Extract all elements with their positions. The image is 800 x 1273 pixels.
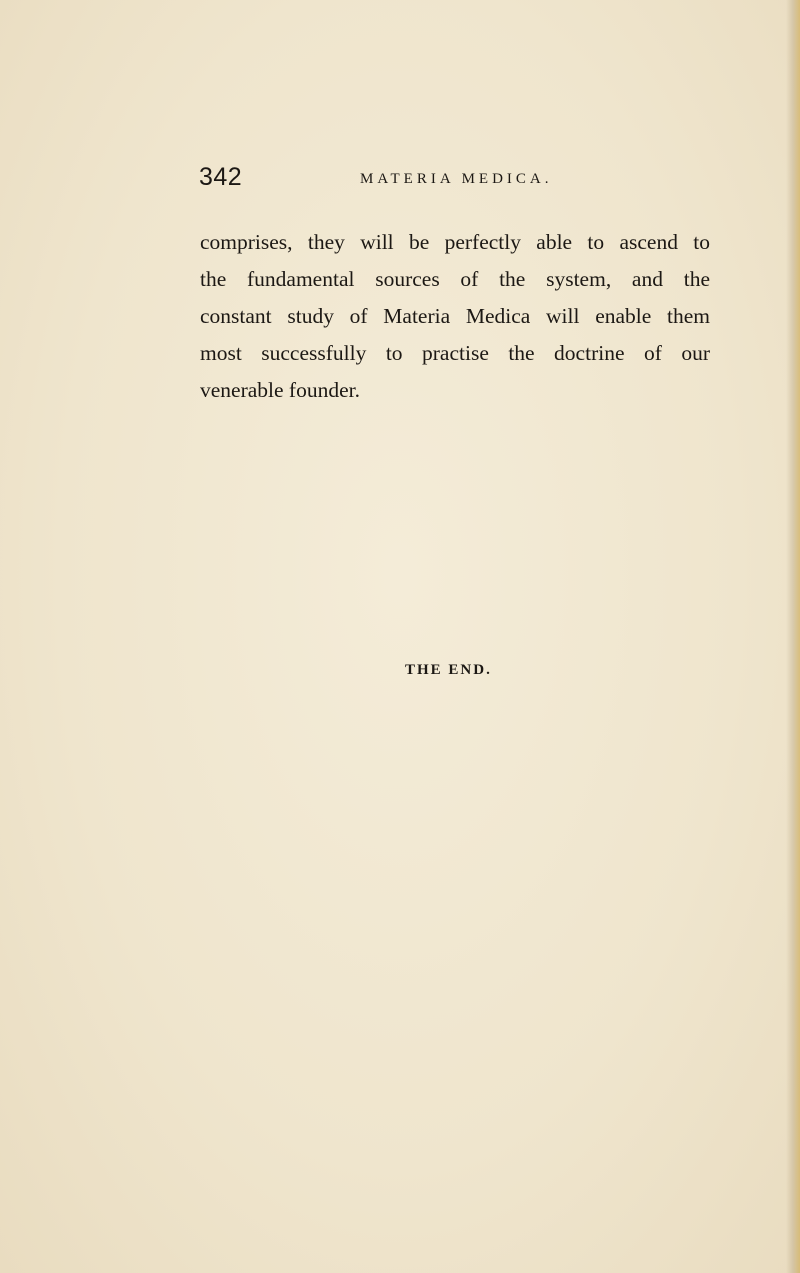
text-line: comprises, they will be perfectly able to ascend to — [200, 230, 710, 254]
text-line: constant study of Materia Medica will enable them — [200, 304, 710, 328]
text-line: venerable founder. — [200, 378, 360, 402]
body-paragraph — [200, 224, 710, 409]
text-line: the fundamental sources of the system, and the — [200, 267, 710, 291]
page-number: 342 — [199, 163, 243, 191]
the-end-label: THE END. — [405, 662, 492, 678]
running-head — [199, 163, 599, 193]
running-title: MATERIA MEDICA. — [360, 171, 553, 187]
text-line: most successfully to practise the doctrine of our — [200, 341, 710, 365]
page-edge — [786, 0, 800, 1273]
